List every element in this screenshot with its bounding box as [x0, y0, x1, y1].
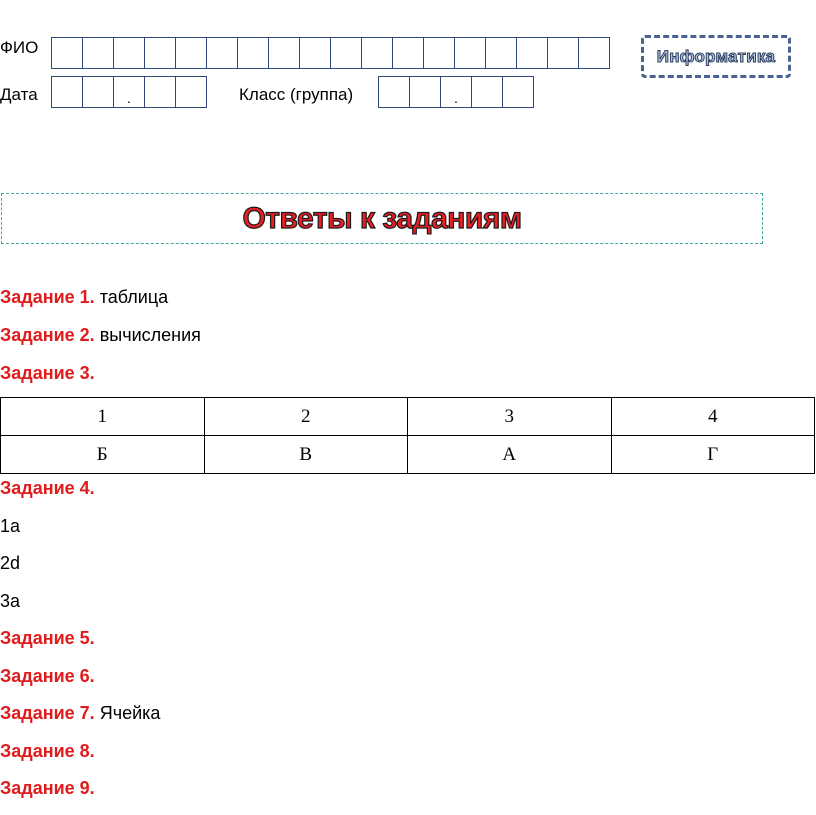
table-row [1, 398, 815, 436]
subject-badge [641, 35, 791, 78]
fio-cell[interactable] [423, 37, 455, 69]
task-8 [0, 740, 95, 762]
task-label: Задание 9. [0, 778, 95, 798]
task4-line: 2d [0, 553, 21, 573]
fio-cell[interactable] [237, 37, 269, 69]
class-separator: . [454, 90, 458, 106]
fio-cell[interactable] [330, 37, 362, 69]
fio-cell[interactable] [361, 37, 393, 69]
fio-cell[interactable] [113, 37, 145, 69]
fio-cell[interactable] [51, 37, 83, 69]
subject-label: Информатика [656, 46, 776, 66]
table-cell-number: 1 [1, 398, 205, 436]
fio-cell[interactable] [206, 37, 238, 69]
task-label: Задание 2. [0, 325, 95, 345]
task-4 [0, 477, 95, 499]
task-label: Задание 5. [0, 628, 95, 648]
class-cell[interactable] [409, 76, 441, 108]
task-label: Задание 6. [0, 666, 95, 686]
date-label: Дата [0, 85, 38, 104]
date-cell[interactable] [51, 76, 83, 108]
task-2 [0, 324, 201, 346]
task-label: Задание 1. [0, 287, 95, 307]
date-cell[interactable] [175, 76, 207, 108]
fio-cell[interactable] [392, 37, 424, 69]
fio-cell[interactable] [485, 37, 517, 69]
class-label: Класс (группа) [239, 85, 354, 104]
table-cell-letter: А [408, 436, 612, 474]
table-cell-letter: Г [611, 436, 815, 474]
task-answer: вычисления [99, 325, 201, 345]
class-cell[interactable] [378, 76, 410, 108]
task-label: Задание 3. [0, 363, 95, 383]
task3-answer-table [0, 397, 815, 474]
fio-cell[interactable] [144, 37, 176, 69]
title-frame [1, 193, 763, 244]
date-cell[interactable] [82, 76, 114, 108]
class-cell[interactable] [440, 76, 472, 108]
date-cells[interactable] [51, 76, 206, 108]
fio-cells[interactable] [51, 37, 609, 69]
class-cells[interactable] [378, 76, 533, 108]
class-cell[interactable] [471, 76, 503, 108]
fio-cell[interactable] [516, 37, 548, 69]
table-row [1, 436, 815, 474]
fio-cell[interactable] [454, 37, 486, 69]
fio-cell[interactable] [299, 37, 331, 69]
fio-cell[interactable] [82, 37, 114, 69]
task-answer: таблица [99, 287, 169, 307]
date-cell[interactable] [113, 76, 145, 108]
task4-line: 1a [0, 516, 21, 536]
fio-cell[interactable] [268, 37, 300, 69]
date-separator: . [127, 90, 131, 106]
task-5 [0, 627, 95, 649]
table-cell-letter: В [204, 436, 408, 474]
task-6 [0, 665, 95, 687]
table-cell-letter: Б [1, 436, 205, 474]
fio-cell[interactable] [175, 37, 207, 69]
table-cell-number: 2 [204, 398, 408, 436]
task-label: Задание 8. [0, 741, 95, 761]
table-cell-number: 4 [611, 398, 815, 436]
class-cell[interactable] [502, 76, 534, 108]
task-answer: Ячейка [99, 703, 161, 723]
task-1 [0, 286, 168, 308]
table-cell-number: 3 [408, 398, 612, 436]
date-cell[interactable] [144, 76, 176, 108]
task-label: Задание 7. [0, 703, 95, 723]
page-title: Ответы к заданиям [242, 201, 522, 235]
task-3 [0, 362, 95, 384]
task4-line: 3a [0, 591, 21, 611]
fio-cell[interactable] [578, 37, 610, 69]
fio-label: ФИО [0, 38, 39, 57]
task-7 [0, 702, 160, 724]
fio-cell[interactable] [547, 37, 579, 69]
task-label: Задание 4. [0, 478, 95, 498]
task-9 [0, 777, 95, 799]
